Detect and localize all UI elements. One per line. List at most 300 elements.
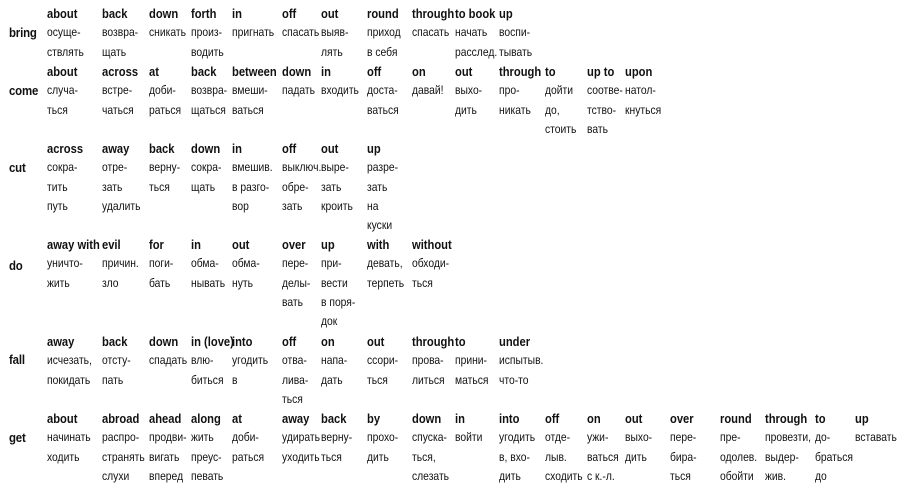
translation [191,254,225,293]
phrasal-entry [412,4,454,43]
translation [102,254,139,293]
translation-line: выре- [321,160,349,175]
translation [149,158,180,197]
translation-line: отва- [282,353,307,368]
translation-line: случа- [47,83,78,98]
particle: off [545,411,560,426]
translation-line: ться [282,391,303,406]
translation-line: доби- [232,430,259,445]
particle: round [367,6,399,21]
translation-line: ваться [367,102,399,117]
phrasal-entry [367,62,399,120]
translation [855,428,897,447]
particle: back [102,6,128,21]
translation [149,428,187,486]
translation-line: ваться [587,449,619,464]
translation-line: разре- [367,160,399,175]
translation [321,23,348,62]
translation-line: давай! [412,83,444,98]
particle: back [149,141,175,156]
particle: in [455,411,465,426]
translation-line: верну- [149,160,181,175]
translation-line: сокра- [191,160,222,175]
particle: up to [587,64,615,79]
verb-cut: cut [9,160,26,175]
translation-line: доби- [149,83,176,98]
translation [232,428,264,467]
phrasal-entry [321,409,352,467]
phrasal-entry [282,139,321,216]
translation-line: причин. [102,256,139,271]
translation-line: про- [499,83,520,98]
phrasal-entry [149,409,187,486]
particle: to [815,411,826,426]
translation-line: нуть [232,275,253,290]
phrasal-entry [367,332,398,390]
translation-line: спуска- [412,430,447,445]
translation-line: вать [282,294,303,309]
translation [149,23,186,42]
particle: ahead [149,411,182,426]
phrasal-entry [499,409,535,486]
translation-line: ться [412,275,433,290]
particle: away with [47,237,100,252]
translation-line: уничто- [47,256,83,271]
particle: across [47,141,84,156]
translation-line: отсту- [102,353,131,368]
particle: up [367,141,381,156]
translation-line: ужи- [587,430,609,445]
translation-line: ться [367,372,388,387]
translation [149,254,173,293]
translation-line: испытыв. [499,353,544,368]
particle: about [47,411,78,426]
translation [191,23,224,62]
phrasal-entry [412,235,452,293]
translation-line: стоить [545,121,577,136]
translation [232,351,268,390]
translation-line: падать [282,83,315,98]
translation [625,81,661,120]
translation-line: осуще- [47,25,81,40]
phrasal-entry [47,139,83,216]
particle: away [47,334,75,349]
translation [321,428,352,467]
translation-line: ться [321,449,342,464]
particle: down [412,411,442,426]
phrasal-entry [102,332,131,390]
translation-line: вести [321,275,348,290]
particle: out [367,334,385,349]
translation-line: певать [191,468,224,483]
phrasal-entry [367,139,398,235]
translation-line: пере- [282,256,309,271]
phrasal-entry [47,332,92,390]
phrasal-entry [625,409,652,467]
particle: out [455,64,473,79]
particle: at [232,411,242,426]
particle: upon [625,64,653,79]
particle: over [670,411,694,426]
translation-line: поги- [149,256,174,271]
translation-line: щаться [191,102,226,117]
translation-line: при- [321,256,342,271]
verb-come: come [9,83,39,98]
translation [102,351,131,390]
phrasal-entry [102,4,138,62]
translation [412,81,444,100]
phrasal-entry [191,139,221,197]
particle: down [149,6,179,21]
particle: forth [191,6,217,21]
translation-line: зать [367,179,388,194]
phrasal-entry [720,409,757,486]
translation-line: натол- [625,83,656,98]
translation-line: куски [367,218,393,233]
translation [282,23,319,42]
particle: along [191,411,221,426]
translation-line: ваться [232,102,264,117]
translation-line: слухи [102,468,130,483]
particle: abroad [102,411,140,426]
translation-line: тить [47,179,68,194]
translation-line: ться [47,102,68,117]
translation [367,158,398,235]
translation [191,351,234,390]
phrasal-entry [499,4,532,62]
translation [499,428,535,486]
translation [367,23,401,62]
translation-line: спасать [412,25,450,40]
translation-line: лыв. [545,449,567,464]
phrasal-entry [102,62,138,120]
particle: about [47,6,78,21]
translation [47,428,91,467]
translation [282,81,315,100]
translation-line: одолев. [720,449,758,464]
verb-get: get [9,430,26,445]
particle: up [855,411,869,426]
translation [191,81,227,120]
translation [282,428,320,467]
particle: into [499,411,520,426]
translation-line: сникать [149,25,186,40]
translation [499,81,541,120]
phrasal-entry [102,235,139,293]
phrasal-entry [282,409,320,467]
translation-line: бать [149,275,171,290]
translation [455,23,497,62]
translation [191,158,221,197]
phrasal-entry [412,409,449,486]
translation [412,351,454,390]
particle: down [149,334,179,349]
translation-line: в [232,372,238,387]
translation [102,23,138,62]
translation-line: начать [455,25,488,40]
translation-line: путь [47,198,68,213]
phrasal-entry [587,62,623,139]
translation-line: раться [149,102,182,117]
phrasal-entry [47,4,84,62]
translation [149,351,187,370]
translation-line: бира- [670,449,697,464]
translation-line: жить [47,275,70,290]
translation-line: вперед [149,468,184,483]
translation [282,158,321,216]
phrasal-entry [149,4,186,43]
translation-line: войти [455,430,483,445]
translation-line: док [321,314,338,329]
phrasal-entry [149,139,180,197]
translation-line: дить [367,449,389,464]
phrasal-entry [499,332,543,390]
particle: through [499,64,542,79]
translation-line: зло [102,275,119,290]
particle: on [587,411,601,426]
translation-line: литься [412,372,445,387]
translation-line: в разго- [232,179,270,194]
translation-line: выключ. [282,160,322,175]
translation-line: ться [670,468,691,483]
verb-bring: bring [9,25,37,40]
translation-line: ствлять [47,44,84,59]
translation-line: пере- [670,430,697,445]
translation-line: до, [545,102,560,117]
translation-line: девать, [367,256,403,271]
translation-line: пать [102,372,124,387]
phrasal-entry [232,332,268,390]
translation-line: пре- [720,430,741,445]
translation-line: обма- [191,256,219,271]
translation [282,254,310,312]
translation-line: зать [282,198,303,213]
translation-line: вать [587,121,608,136]
translation-line: дить [499,468,521,483]
translation [455,428,482,447]
phrasal-entry [191,235,225,293]
translation-line: дить [455,102,477,117]
phrasal-entry [232,235,260,293]
translation-line: преус- [191,449,222,464]
translation-line: вор [232,198,249,213]
translation-line: воспи- [499,25,531,40]
translation [499,351,543,390]
phrasal-entry [455,62,482,120]
phrasal-entry [232,62,277,120]
particle: in (love) [191,334,234,349]
particle: between [232,64,277,79]
translation-line: вставать [855,430,897,445]
phrasal-entry [455,4,497,62]
translation [232,254,260,293]
translation [282,351,308,409]
translation-line: возвра- [102,25,139,40]
translation-line: кроить [321,198,353,213]
phrasal-entry [149,235,173,293]
translation-line: обойти [720,468,754,483]
particle: down [282,64,312,79]
translation [232,23,274,42]
translation-line: лять [321,44,343,59]
phrasal-entry [282,332,308,409]
phrasal-entry [282,235,310,312]
translation-line: выхо- [625,430,653,445]
translation [232,81,277,120]
translation-line: тство- [587,102,617,117]
translation-line: выяв- [321,25,349,40]
particle: evil [102,237,121,252]
particle: away [282,411,310,426]
translation-line: спасать [282,25,320,40]
particle: under [499,334,531,349]
phrasal-entry [47,62,78,120]
phrasal-entry [855,409,897,448]
translation [670,428,697,486]
verb-fall: fall [9,352,25,367]
particle: back [191,64,217,79]
particle: by [367,411,381,426]
translation-line: щать [102,44,127,59]
translation-line: вигать [149,449,180,464]
particle: in [321,64,331,79]
translation-line: водить [191,44,224,59]
particle: through [412,334,455,349]
translation-line: кнуться [625,102,662,117]
translation-line: возвра- [191,83,228,98]
translation [321,351,347,390]
phrasal-entry [232,139,273,216]
particle: down [191,141,221,156]
translation-line: жить [191,430,214,445]
translation-line: продви- [149,430,187,445]
particle: to [545,64,556,79]
translation-line: встре- [102,83,133,98]
translation-line: доста- [367,83,398,98]
particle: away [102,141,130,156]
phrasal-entry [412,62,444,101]
translation [47,81,78,120]
translation [191,428,223,486]
particle: back [102,334,128,349]
phrasal-entry [149,62,181,120]
translation-line: в себя [367,44,398,59]
phrasal-entry [191,62,227,120]
translation-line: входить [321,83,359,98]
particle: in [232,6,242,21]
translation [765,428,811,486]
phrasal-entry [545,409,583,486]
phrasal-entry [232,4,274,43]
phrasal-entry [545,62,576,139]
phrasal-entry [412,332,454,390]
translation [102,428,145,486]
translation-line: угодить [232,353,269,368]
particle: for [149,237,164,252]
translation-line: уходить [282,449,320,464]
translation-line: на [367,198,379,213]
translation-line: ходить [47,449,80,464]
translation-line: делы- [282,275,311,290]
phrasal-entry [367,4,401,62]
translation [102,158,140,216]
translation-line: распро- [102,430,140,445]
phrasal-entry [191,332,234,390]
particle: without [412,237,452,252]
phrasal-entry [455,409,482,448]
particle: back [321,411,347,426]
translation [47,254,100,293]
translation [455,351,488,390]
phrasal-entry [367,409,398,467]
particle: off [282,6,297,21]
translation [625,428,652,467]
translation-line: верну- [321,430,353,445]
translation-line: удирать [282,430,320,445]
translation [47,351,92,390]
particle: out [625,411,643,426]
translation [545,81,576,139]
phrasal-entry [282,62,315,101]
phrasal-entry [367,235,404,293]
translation-line: лива- [282,372,309,387]
translation-line: в поря- [321,294,356,309]
translation [47,23,84,62]
translation-line: дать [321,372,343,387]
particle: out [232,237,250,252]
particle: to book [455,6,496,21]
phrasal-entry [499,62,541,120]
translation-line: прохо- [367,430,399,445]
translation-line: тывать [499,44,533,59]
translation-line: сходить [545,468,583,483]
translation [102,81,138,120]
translation [412,254,452,293]
translation [412,428,449,486]
translation-line: чаться [102,102,134,117]
particle: on [412,64,426,79]
particle: through [412,6,455,21]
translation-line: произ- [191,25,223,40]
translation-line: биться [191,372,224,387]
phrasal-entry [47,235,100,293]
translation [232,158,273,216]
translation-line: напа- [321,353,348,368]
phrasal-entry [47,409,91,467]
translation-line: провезти, [765,430,812,445]
translation [321,254,355,331]
translation [587,81,623,139]
phrasal-entry [670,409,697,486]
particle: in [232,141,242,156]
translation-line: влю- [191,353,214,368]
phrasal-entry [282,4,319,43]
translation-line: браться [815,449,854,464]
translation [367,254,404,293]
phrasal-entry [815,409,853,486]
phrasal-entry [321,139,353,216]
phrasal-entry [191,409,223,486]
translation-line: удалить [102,198,141,213]
translation-line: странять [102,449,145,464]
translation-line: угодить [499,430,536,445]
particle: out [321,141,339,156]
translation-line: прини- [455,353,487,368]
translation-line: приход [367,25,401,40]
translation-line: никать [499,102,531,117]
translation-line: покидать [47,372,91,387]
translation [367,351,398,390]
